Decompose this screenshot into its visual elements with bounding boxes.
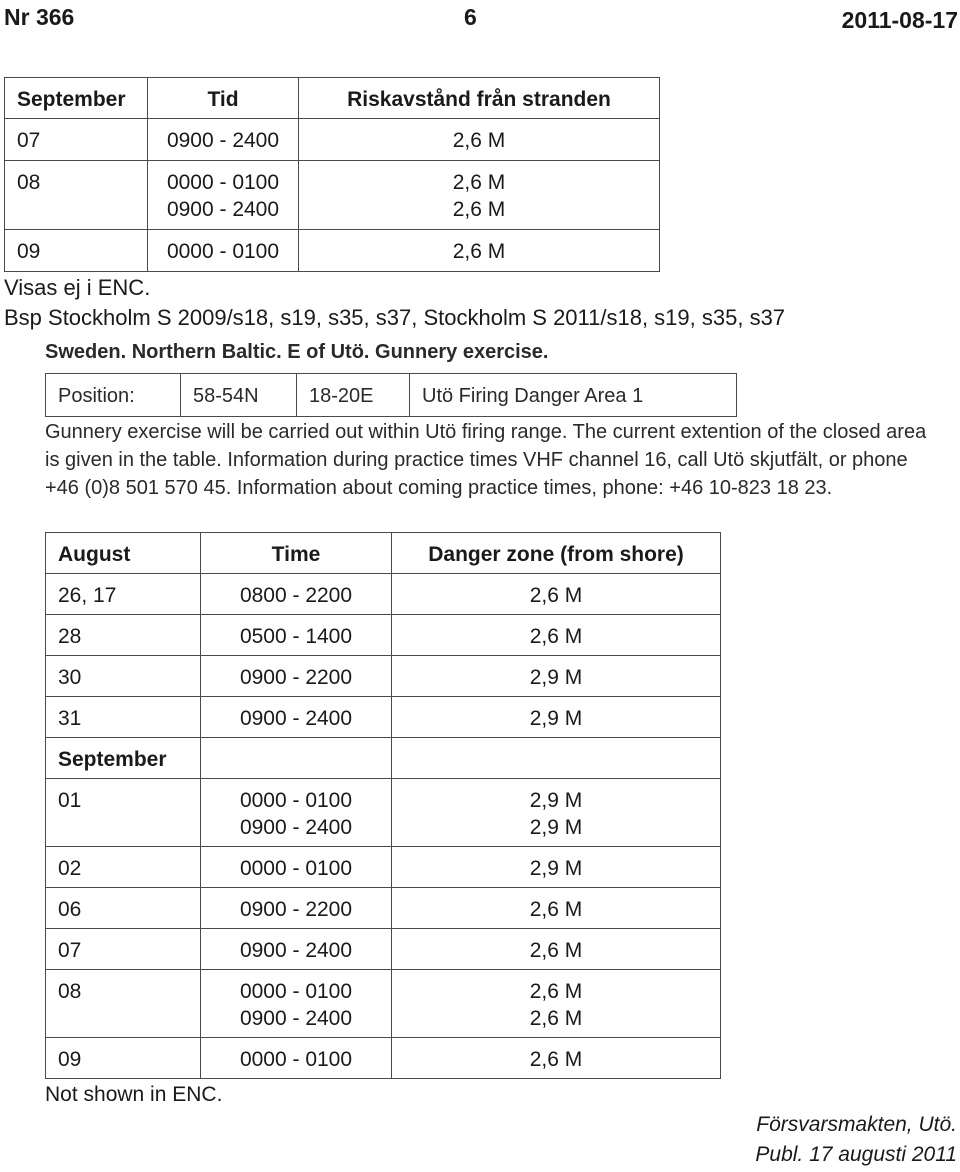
day-cell: 01 [46,779,201,847]
zone-cell: 2,6 M [392,888,721,929]
day-cell: 28 [46,615,201,656]
enc-note: Visas ej i ENC. [4,275,151,300]
distance-cell: 2,6 M [299,119,660,161]
table-row [46,888,721,929]
day-cell: 09 [5,230,148,272]
zone-cell: 2,6 M [392,929,721,970]
column-header-time: Tid [148,78,299,119]
month-label-september: September [46,738,201,779]
chart-references: Bsp Stockholm S 2009/s18, s19, s35, s37, Stockholm S 2011/s18, s19, s35, s37 [4,305,786,330]
september-schedule-table [4,77,660,272]
source-authority: Försvarsmakten, Utö. [756,1113,957,1136]
position-label: Position: [46,374,181,417]
exercise-description: Gunnery exercise will be carried out within Utö firing range. The current extention of the closed area is given in the table. Information during practice times VHF channel 16, call Utö skjutfält, or phone +46 (0)8 501 570 45. Information about coming practice times, phone: +46 10-823 18 23. [45,421,927,499]
day-cell: 06 [46,888,201,929]
day-cell: 31 [46,697,201,738]
day-cell: 07 [5,119,148,161]
time-cell: 0000 - 0100 0900 - 2400 [148,161,299,230]
day-cell: 30 [46,656,201,697]
position-longitude: 18-20E [297,374,410,417]
time-cell: 0000 - 0100 0900 - 2400 [201,779,392,847]
position-latitude: 58-54N [181,374,297,417]
day-cell: 08 [5,161,148,230]
time-cell: 0500 - 1400 [201,615,392,656]
zone-cell: 2,9 M [392,847,721,888]
month-header-row [46,738,721,779]
zone-cell: 2,6 M [392,615,721,656]
column-header-time: Time [201,533,392,574]
column-header-month: September [5,78,148,119]
table-row [46,929,721,970]
page-number: 6 [464,4,477,30]
distance-cell: 2,6 M [299,230,660,272]
table-header-row [46,533,721,574]
time-cell: 0000 - 0100 [201,1038,392,1079]
time-cell: 0900 - 2400 [201,929,392,970]
table-row [5,119,660,161]
position-table [45,373,737,417]
day-cell: 09 [46,1038,201,1079]
time-cell: 0000 - 0100 0900 - 2400 [201,970,392,1038]
day-cell: 08 [46,970,201,1038]
day-cell: 07 [46,929,201,970]
time-cell: 0900 - 2400 [148,119,299,161]
zone-cell: 2,6 M 2,6 M [392,970,721,1038]
position-area: Utö Firing Danger Area 1 [410,374,737,417]
table-row [46,656,721,697]
day-cell: 02 [46,847,201,888]
zone-cell: 2,6 M [392,1038,721,1079]
section-title: Sweden. Northern Baltic. E of Utö. Gunnery exercise. [45,341,549,363]
table-row [5,230,660,272]
table-row [46,1038,721,1079]
time-cell: 0000 - 0100 [201,847,392,888]
column-header-distance: Riskavstånd från stranden [299,78,660,119]
empty-cell [392,738,721,779]
day-cell: 26, 17 [46,574,201,615]
empty-cell [201,738,392,779]
table-row [5,161,660,230]
table-row [46,779,721,847]
time-cell: 0900 - 2200 [201,888,392,929]
table-row [46,574,721,615]
publication-footer [755,1110,957,1170]
distance-cell: 2,6 M 2,6 M [299,161,660,230]
position-row [46,374,737,417]
enc-note-english: Not shown in ENC. [45,1083,223,1106]
page-header [0,0,960,40]
zone-cell: 2,9 M [392,656,721,697]
time-cell: 0800 - 2200 [201,574,392,615]
column-header-month: August [46,533,201,574]
table-row [46,697,721,738]
column-header-zone: Danger zone (from shore) [392,533,721,574]
issue-date: 2011-08-17 [841,7,958,33]
chart-notes [4,273,785,333]
issue-number: Nr 366 [4,4,75,30]
table-row [46,970,721,1038]
zone-cell: 2,6 M [392,574,721,615]
danger-zone-table [45,532,721,1079]
table-header-row [5,78,660,119]
time-cell: 0900 - 2200 [201,656,392,697]
zone-cell: 2,9 M [392,697,721,738]
publication-date: Publ. 17 augusti 2011 [755,1143,957,1166]
zone-cell: 2,9 M 2,9 M [392,779,721,847]
table-row [46,847,721,888]
table-row [46,615,721,656]
time-cell: 0000 - 0100 [148,230,299,272]
time-cell: 0900 - 2400 [201,697,392,738]
